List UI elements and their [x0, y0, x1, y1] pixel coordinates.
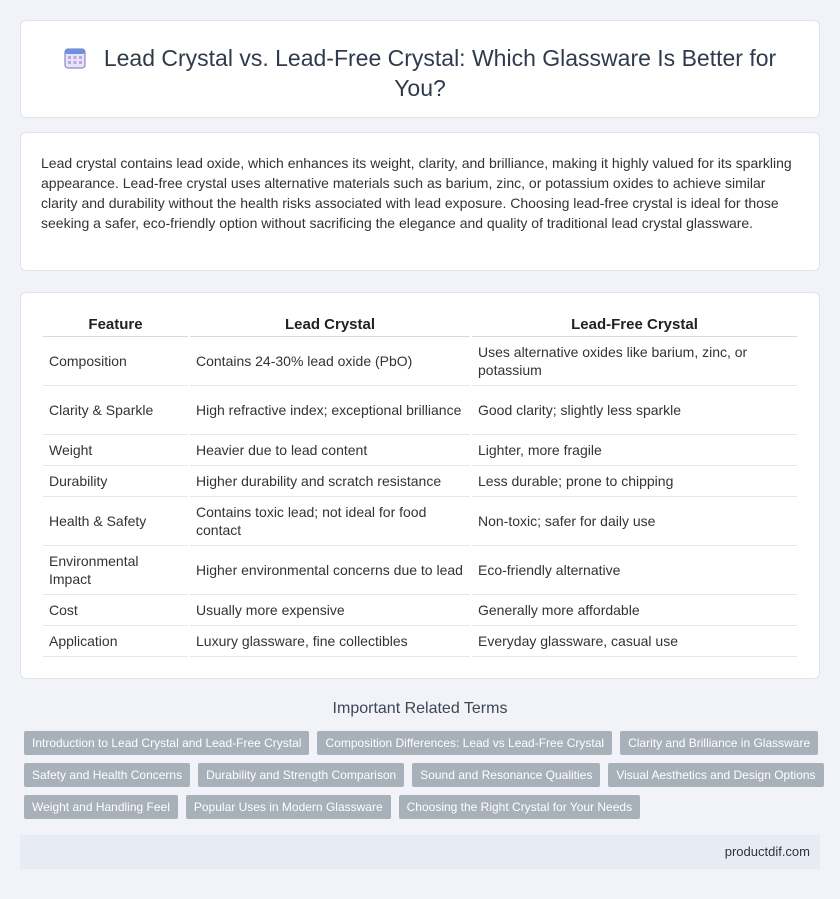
- table-cell: Everyday glassware, casual use: [472, 626, 797, 657]
- header-card: [20, 20, 820, 118]
- table-cell: Luxury glassware, fine collectibles: [190, 626, 470, 657]
- tag-row: [20, 795, 820, 819]
- table-row: [43, 546, 797, 595]
- table-cell: Eco-friendly alternative: [472, 546, 797, 595]
- header-lead-crystal: Lead Crystal: [190, 315, 470, 337]
- table-row: [43, 626, 797, 657]
- table-cell: Higher environmental concerns due to lead: [190, 546, 470, 595]
- table-cell: Heavier due to lead content: [190, 435, 470, 466]
- related-tag[interactable]: Sound and Resonance Qualities: [412, 763, 600, 787]
- table-cell: Durability: [43, 466, 188, 497]
- table-cell: Composition: [43, 337, 188, 386]
- table-cell: High refractive index; exceptional brilliance: [190, 386, 470, 435]
- table-row: [43, 497, 797, 546]
- footer-site-link[interactable]: productdif.com: [724, 844, 810, 859]
- intro-card: [20, 132, 820, 271]
- related-tag[interactable]: Popular Uses in Modern Glassware: [186, 795, 391, 819]
- table-cell: Contains 24-30% lead oxide (PbO): [190, 337, 470, 386]
- page-title-wrap: [21, 43, 819, 103]
- table-cell: Weight: [43, 435, 188, 466]
- related-terms-title: Important Related Terms: [332, 700, 508, 717]
- tag-row: [20, 763, 820, 787]
- calendar-icon: [64, 47, 86, 69]
- table-row: [43, 337, 797, 386]
- related-tag[interactable]: Introduction to Lead Crystal and Lead-Free Crystal: [24, 731, 309, 755]
- table-cell: Lighter, more fragile: [472, 435, 797, 466]
- intro-text: Lead crystal contains lead oxide, which enhances its weight, clarity, and brilliance, making it highly valued for its sparkling appearance. Lead-free crystal uses alternative materials such as barium, zinc, or potassium oxides to achieve similar clarity and durability without the health risks associated with lead exposure. Choosing lead-free crystal is ideal for those seeking a safer, eco-friendly option without sacrificing the elegance and quality of traditional lead crystal glassware.: [41, 155, 792, 231]
- header-lead-free-crystal: Lead-Free Crystal: [472, 315, 797, 337]
- comparison-table: [41, 315, 799, 657]
- table-row: [43, 435, 797, 466]
- table-row: [43, 595, 797, 626]
- related-tag[interactable]: Safety and Health Concerns: [24, 763, 190, 787]
- table-header-row: [43, 315, 797, 337]
- tag-row: [20, 731, 820, 755]
- table-row: [43, 386, 797, 435]
- table-cell: Cost: [43, 595, 188, 626]
- related-terms-list: [20, 731, 820, 827]
- related-tag[interactable]: Visual Aesthetics and Design Options: [608, 763, 823, 787]
- table-cell: Higher durability and scratch resistance: [190, 466, 470, 497]
- table-cell: Good clarity; slightly less sparkle: [472, 386, 797, 435]
- related-tag[interactable]: Weight and Handling Feel: [24, 795, 178, 819]
- table-cell: Health & Safety: [43, 497, 188, 546]
- table-cell: Non-toxic; safer for daily use: [472, 497, 797, 546]
- related-tag[interactable]: Clarity and Brilliance in Glassware: [620, 731, 818, 755]
- page-title: Lead Crystal vs. Lead-Free Crystal: Which Glassware Is Better for You?: [103, 45, 777, 101]
- table-cell: Clarity & Sparkle: [43, 386, 188, 435]
- related-tag[interactable]: Choosing the Right Crystal for Your Needs: [399, 795, 640, 819]
- table-cell: Application: [43, 626, 188, 657]
- table-cell: Uses alternative oxides like barium, zinc, or potassium: [472, 337, 797, 386]
- table-row: [43, 466, 797, 497]
- table-cell: Environmental Impact: [43, 546, 188, 595]
- table-cell: Generally more affordable: [472, 595, 797, 626]
- related-tag[interactable]: Durability and Strength Comparison: [198, 763, 404, 787]
- table-cell: Contains toxic lead; not ideal for food contact: [190, 497, 470, 546]
- footer: [20, 835, 820, 869]
- header-feature: Feature: [43, 315, 188, 337]
- comparison-card: [20, 292, 820, 679]
- table-cell: Usually more expensive: [190, 595, 470, 626]
- table-cell: Less durable; prone to chipping: [472, 466, 797, 497]
- related-tag[interactable]: Composition Differences: Lead vs Lead-Free Crystal: [317, 731, 612, 755]
